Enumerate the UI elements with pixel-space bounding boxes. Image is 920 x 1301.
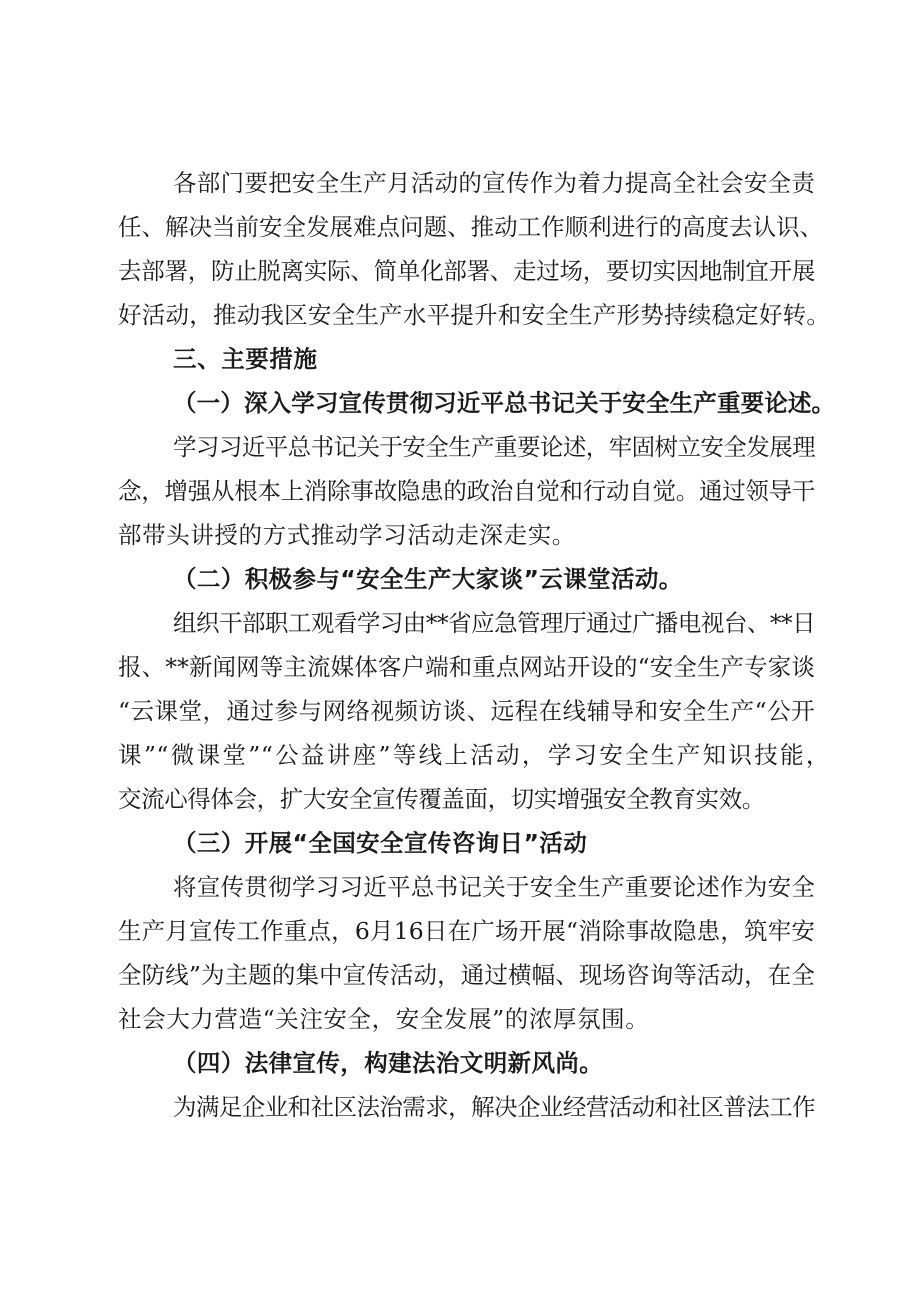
sub2-line-1: 组织干部职工观看学习由**省应急管理厅通过广播电视台、**日 xyxy=(173,609,815,637)
section-heading: 三、主要措施 xyxy=(173,345,318,373)
subsection-4-title: （四）法律宣传，构建法治文明新风尚。 xyxy=(173,1049,604,1077)
sub2-line-4: 课”“微课堂”“公益讲座”等线上活动，学习安全生产知识技能， xyxy=(118,741,830,769)
sub2-line-2: 报、**新闻网等主流媒体客户端和重点网站开设的“安全生产专家谈 xyxy=(118,653,815,681)
para1-line-3: 去部署，防止脱离实际、简单化部署、走过场，要切实因地制宜开展 xyxy=(118,257,815,285)
sub3-line-2: 生产月宣传工作重点，6月16日在广场开展“消除事故隐患，筑牢安 xyxy=(118,917,815,945)
para1-line-1: 各部门要把安全生产月活动的宣传作为着力提高全社会安全责 xyxy=(173,169,815,197)
sub2-line-5: 交流心得体会，扩大安全宣传覆盖面，切实增强安全教育实效。 xyxy=(118,785,765,813)
sub3-line-1: 将宣传贯彻学习习近平总书记关于安全生产重要论述作为安全 xyxy=(173,873,815,901)
sub1-line-1: 学习习近平总书记关于安全生产重要论述，牢固树立安全发展理 xyxy=(173,433,815,461)
sub4-line-1: 为满足企业和社区法治需求，解决企业经营活动和社区普法工作 xyxy=(173,1093,815,1121)
sub2-line-3: “云课堂，通过参与网络视频访谈、远程在线辅导和安全生产“公开 xyxy=(118,697,815,725)
subsection-2-title: （二）积极参与“安全生产大家谈”云课堂活动。 xyxy=(173,565,683,593)
sub3-line-4: 社会大力营造“关注安全，安全发展”的浓厚氛围。 xyxy=(118,1005,650,1033)
para1-line-4: 好活动，推动我区安全生产水平提升和安全生产形势持续稳定好转。 xyxy=(118,301,830,329)
sub1-line-3: 部带头讲授的方式推动学习活动走深走实。 xyxy=(118,521,576,549)
sub3-line-3: 全防线”为主题的集中宣传活动，通过横幅、现场咨询等活动，在全 xyxy=(118,961,815,989)
subsection-3-title: （三）开展“全国安全宣传咨询日”活动 xyxy=(173,829,588,857)
para1-line-2: 任、解决当前安全发展难点问题、推动工作顺利进行的高度去认识、 xyxy=(118,213,823,241)
subsection-1-title: （一）深入学习宣传贯彻习近平总书记关于安全生产重要论述。 xyxy=(173,389,836,417)
sub1-line-2: 念，增强从根本上消除事故隐患的政治自觉和行动自觉。通过领导干 xyxy=(118,477,815,505)
